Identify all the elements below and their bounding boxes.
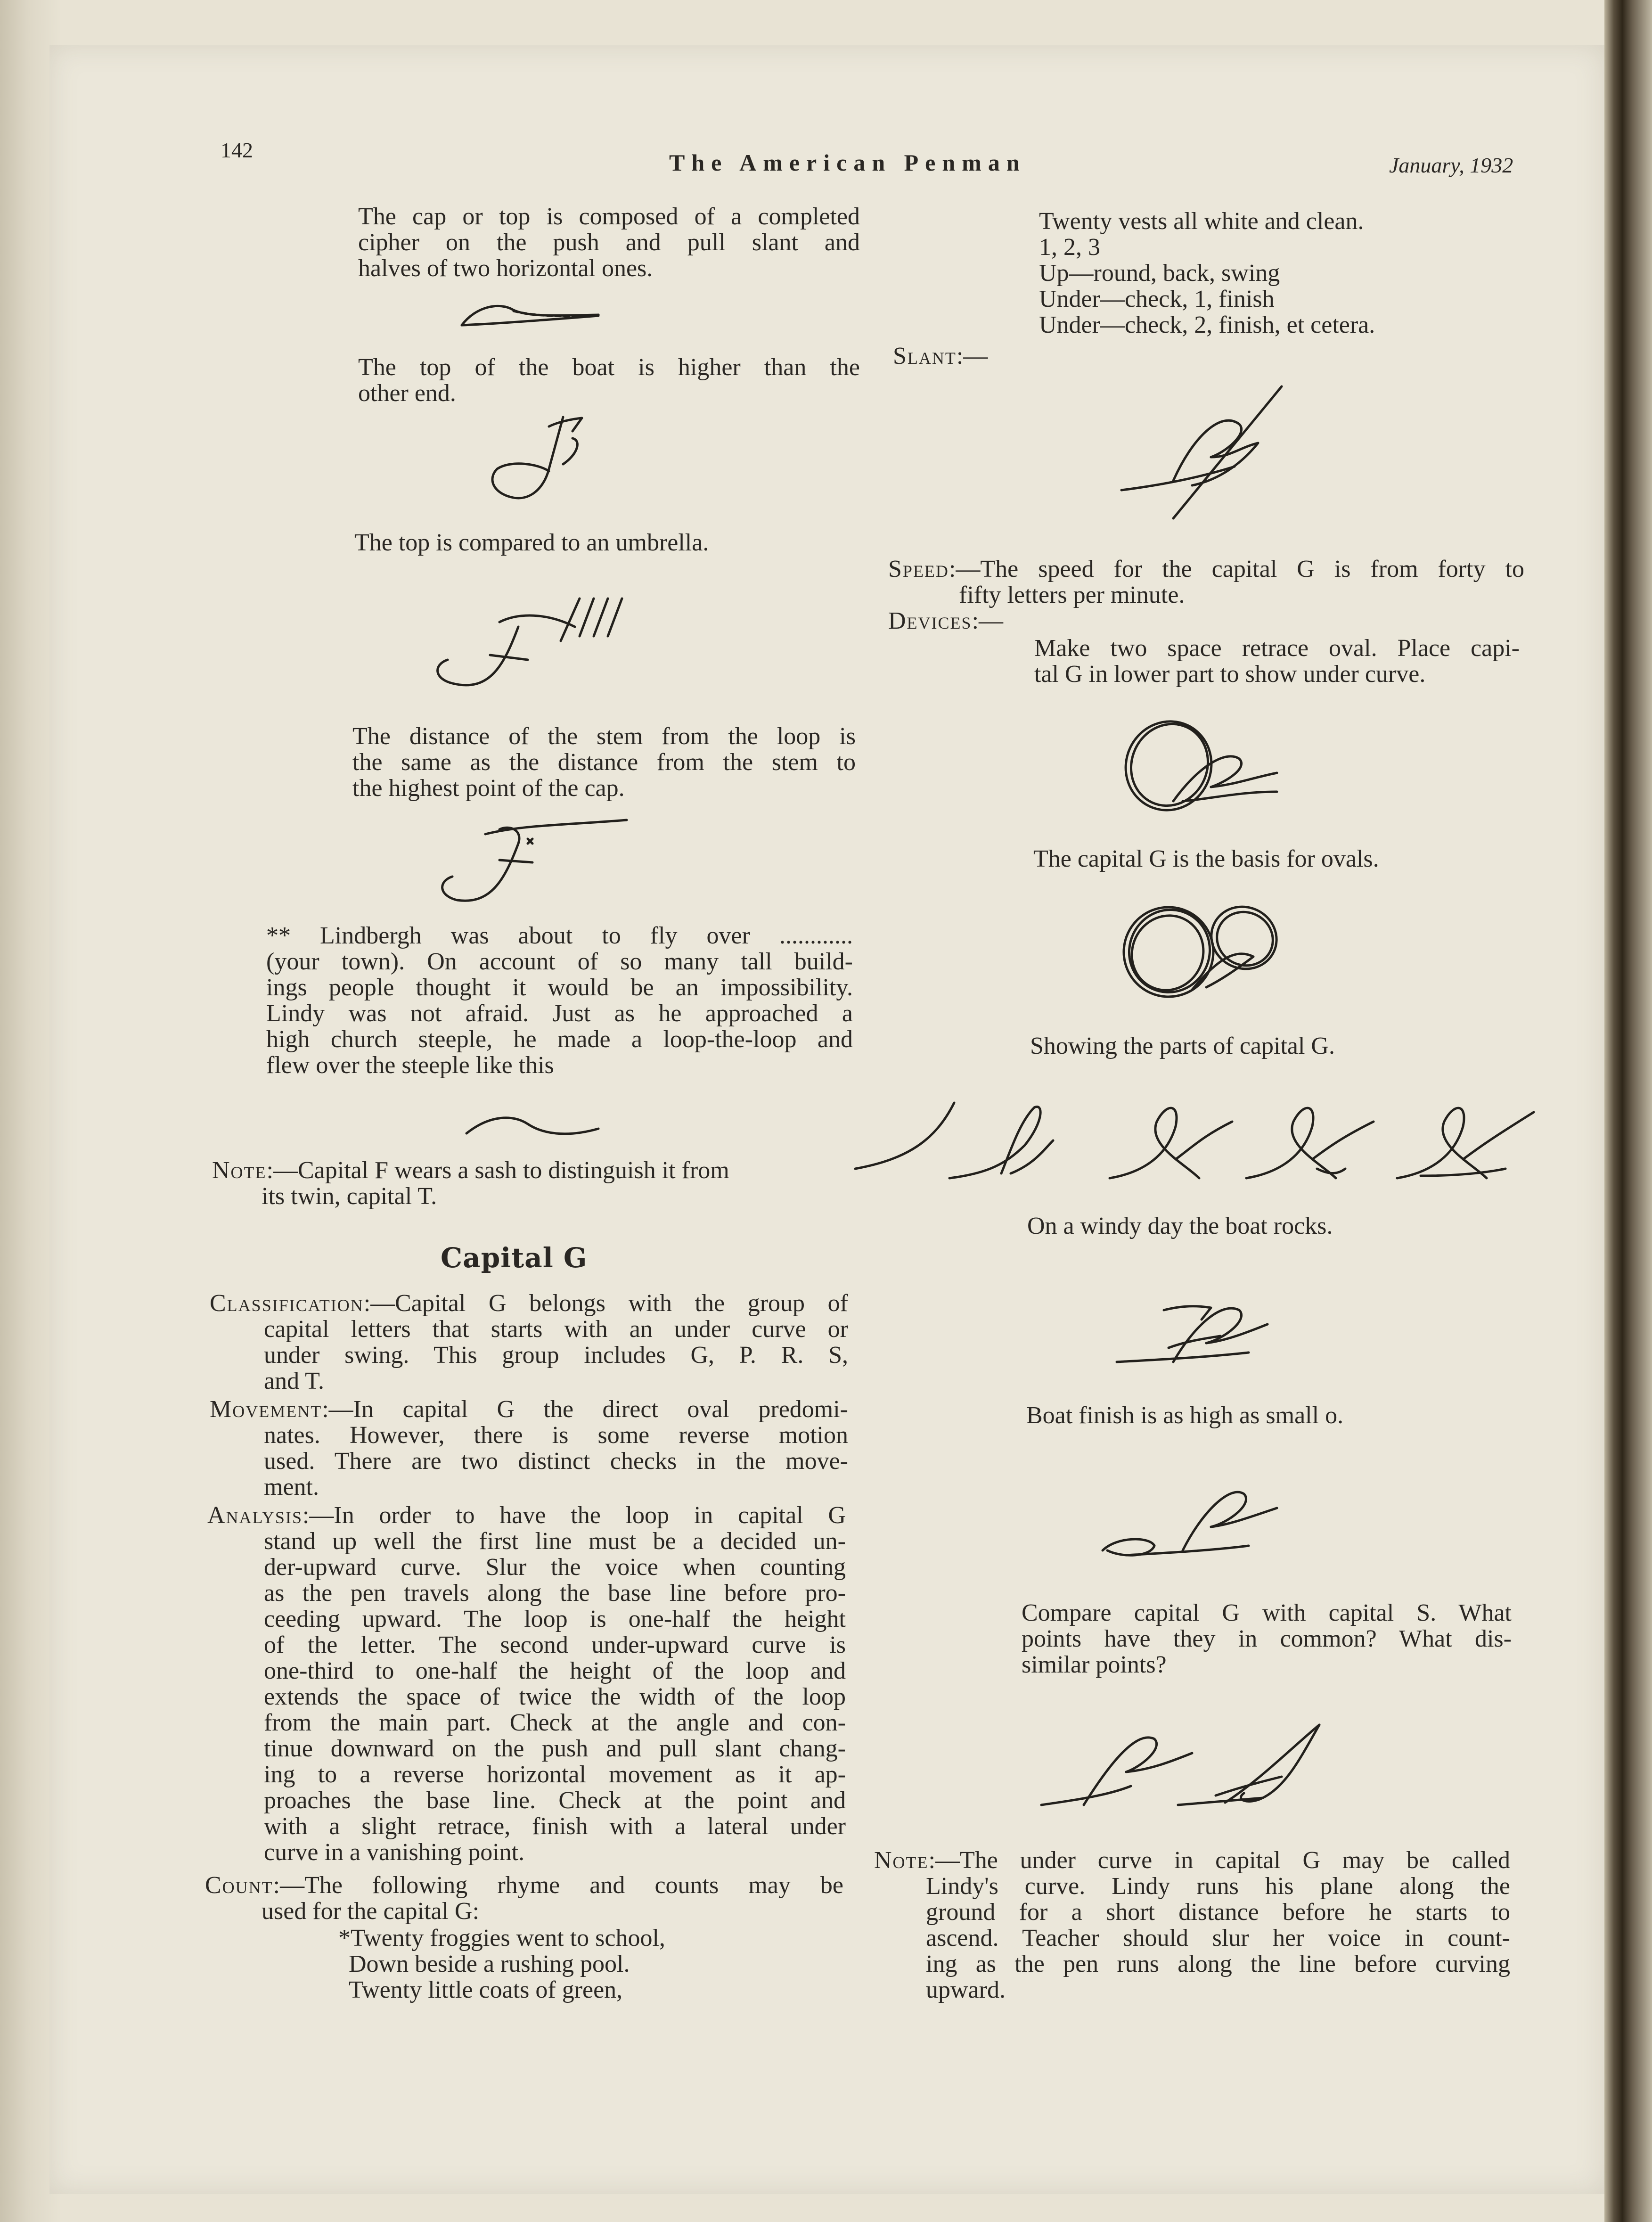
paragraph-speed: Speed:—The speed for the capital G is from forty to fifty letters per minute. Devices:— [888, 556, 1524, 634]
umbrella-cap-script-icon [478, 412, 601, 511]
paragraph-boat: The top of the boat is higher than the other end. [358, 354, 860, 407]
loop-the-loop-script-icon [462, 1110, 603, 1143]
slant-label: Slant:— [893, 343, 988, 369]
paragraph-movement: Movement:—In capital G the direct oval predomi- nates. However, there is some reverse motion used. There are two distinct checks in the move- ment. [210, 1396, 848, 1500]
paragraph-analysis: Analysis:—In order to have the loop in capital G stand up well the first line must be a decided un- der-upward curve. Slur the voice when counting as the pen travels along the base line before pro- ceeding upward. The loop is one-half the height of the letter. The second under-upward curve is one-third to one-half the height of the loop and extends the space of twice the width of the loop from the main part. Check at the angle and con- tinue downward on the push and pull slant chang- ing to a reverse horizontal movement as it ap- proaches the base line. Check at the point and with a slight retrace, finish with a lateral under curve in a vanishing point. [207, 1502, 846, 1866]
paragraph-distance: The distance of the stem from the loop is the same as the distance from the stem to the highest point of the cap. [352, 723, 856, 802]
capital-f-umbrella-script-icon [424, 584, 650, 707]
paragraph-lindbergh: ** Lindbergh was about to fly over ............ (your town). On account of so many tall build- ings people thought it would be an impossibility. Lindy was not afraid. Just as he approached a high church steeple, he made a loop-the-loop and flew over the steeple like this [266, 922, 853, 1079]
paragraph-parts: Showing the parts of capital G. [1030, 1033, 1335, 1059]
page-gutter [1604, 0, 1652, 2222]
paragraph-compare: Compare capital G with capital S. What points have they in common? What dis- similar points? [1022, 1599, 1512, 1678]
boat-top-script-icon [457, 297, 617, 335]
note-capital-g: Note:—The under curve in capital G may be called Lindy's curve. Lindy runs his plane along the ground for a short distance before he starts to ascend. Teacher should slur her voice in count- ing as the pen runs along the line before curving upward. [874, 1847, 1510, 2003]
paragraph-ovals: The capital G is the basis for ovals. [1033, 845, 1379, 872]
paragraph-devices: Make two space retrace oval. Place capi- tal G in lower part to show under curve. [1034, 635, 1520, 688]
capital-g-boat-script-icon [1112, 1291, 1277, 1371]
section-heading-capital-g: Capital G [441, 1242, 588, 1274]
rhyme-part-one: *Twenty froggies went to school, Down beside a rushing pool. Twenty little coats of green, [338, 1925, 665, 2003]
paragraph-umbrella: The top is compared to an umbrella. [354, 529, 709, 556]
ovals-capital-g-script-icon [1112, 895, 1300, 1004]
retrace-oval-capital-g-script-icon [1117, 712, 1286, 820]
paragraph-classification: Classification:—Capital G belongs with the group of capital letters that starts with an under curve or under swing. This group includes G, P. R. S, and T. [210, 1290, 848, 1394]
capital-g-slant-script-icon [1117, 382, 1286, 523]
page-number: 142 [221, 138, 253, 162]
issue-date: January, 1932 [1389, 153, 1513, 177]
paragraph-cap: The cap or top is composed of a completed cipher on the push and pull slant and halves of two horizontal ones. [358, 203, 860, 282]
paragraph-boat-finish: Boat finish is as high as small o. [1026, 1402, 1344, 1429]
boat-finish-script-icon [1098, 1475, 1286, 1565]
note-capital-f: Note:—Capital F wears a sash to distinguish it from its twin, capital T. [212, 1157, 729, 1210]
capital-g-and-s-script-icon [1037, 1715, 1348, 1814]
note-label: Note [212, 1157, 267, 1184]
running-title: The American Penman [669, 149, 1026, 176]
rhyme-part-two: Twenty vests all white and clean. 1, 2, 3 Up—round, back, swing Under—check, 1, finish Under—check, 2, finish, et cetera. [1039, 208, 1375, 338]
capital-f-stem-script-icon [429, 815, 636, 910]
paragraph-count: Count:—The following rhyme and counts may be used for the capital G: [205, 1872, 843, 1925]
paragraph-windy: On a windy day the boat rocks. [1027, 1213, 1333, 1239]
capital-g-parts-script-icon [846, 1093, 1543, 1188]
